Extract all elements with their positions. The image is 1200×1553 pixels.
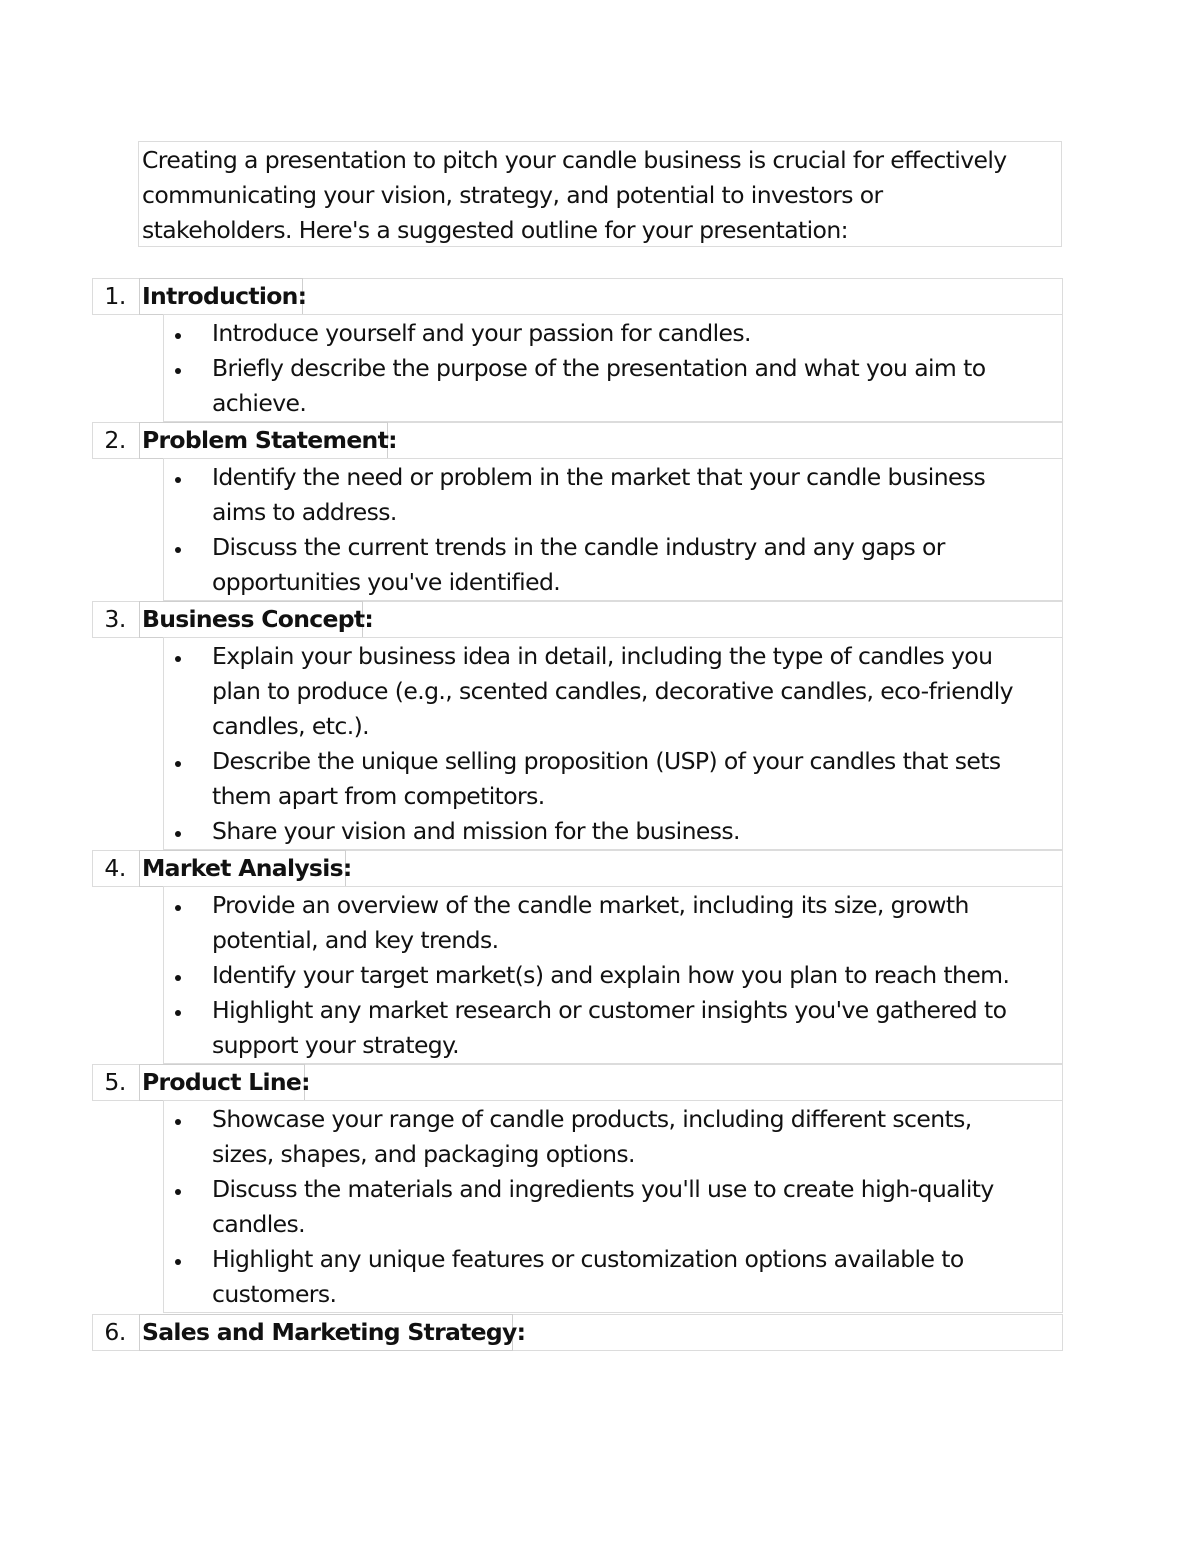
section-title: Market Analysis: xyxy=(142,854,352,882)
bullet-icon xyxy=(175,477,181,483)
bullet-icon xyxy=(175,1189,181,1195)
bullet-icon xyxy=(175,761,181,767)
bullet-icon xyxy=(175,975,181,981)
bullet-icon xyxy=(175,831,181,837)
bullet-text: Explain your business idea in detail, including the type of candles you xyxy=(212,642,993,670)
bullet-icon xyxy=(175,656,181,662)
intro-line: Creating a presentation to pitch your candle business is crucial for effectively xyxy=(142,146,1007,174)
bullet-text: candles. xyxy=(212,1210,306,1238)
bullet-text: sizes, shapes, and packaging options. xyxy=(212,1140,635,1168)
section-number: 5. xyxy=(104,1068,126,1096)
intro-line: communicating your vision, strategy, and potential to investors or xyxy=(142,181,883,209)
bullet-text: them apart from competitors. xyxy=(212,782,545,810)
section-title: Business Concept: xyxy=(142,605,374,633)
bullet-icon xyxy=(175,1119,181,1125)
bullet-text: aims to address. xyxy=(212,498,397,526)
bullet-text: Identify the need or problem in the market that your candle business xyxy=(212,463,986,491)
bullet-text: customers. xyxy=(212,1280,337,1308)
bullet-text: Describe the unique selling proposition (USP) of your candles that sets xyxy=(212,747,1001,775)
bullet-text: plan to produce (e.g., scented candles, decorative candles, eco-friendly xyxy=(212,677,1013,705)
section-number: 1. xyxy=(104,282,126,310)
bullet-text: candles, etc.). xyxy=(212,712,370,740)
bullet-text: achieve. xyxy=(212,389,307,417)
bullet-text: potential, and key trends. xyxy=(212,926,499,954)
bullet-text: Discuss the materials and ingredients you'll use to create high-quality xyxy=(212,1175,994,1203)
bullet-text: support your strategy. xyxy=(212,1031,459,1059)
bullet-icon xyxy=(175,547,181,553)
bullet-text: Identify your target market(s) and explain how you plan to reach them. xyxy=(212,961,1010,989)
section-title: Product Line: xyxy=(142,1068,310,1096)
bullet-text: Provide an overview of the candle market, including its size, growth xyxy=(212,891,969,919)
bullet-text: Discuss the current trends in the candle industry and any gaps or xyxy=(212,533,945,561)
bullet-icon xyxy=(175,368,181,374)
section-title: Introduction: xyxy=(142,282,307,310)
section-title: Sales and Marketing Strategy: xyxy=(142,1318,526,1346)
section-number: 2. xyxy=(104,426,126,454)
bullet-text: Highlight any unique features or customization options available to xyxy=(212,1245,964,1273)
section-title: Problem Statement: xyxy=(142,426,397,454)
bullet-icon xyxy=(175,333,181,339)
bullet-icon xyxy=(175,1010,181,1016)
intro-line: stakeholders. Here's a suggested outline for your presentation: xyxy=(142,216,848,244)
bullet-text: opportunities you've identified. xyxy=(212,568,561,596)
bullet-icon xyxy=(175,1259,181,1265)
bullet-text: Showcase your range of candle products, including different scents, xyxy=(212,1105,972,1133)
bullet-text: Highlight any market research or customer insights you've gathered to xyxy=(212,996,1007,1024)
section-number: 6. xyxy=(104,1318,126,1346)
bullet-icon xyxy=(175,905,181,911)
bullet-text: Introduce yourself and your passion for candles. xyxy=(212,319,751,347)
section-number: 3. xyxy=(104,605,126,633)
section-number: 4. xyxy=(104,854,126,882)
bullet-text: Briefly describe the purpose of the presentation and what you aim to xyxy=(212,354,986,382)
bullet-text: Share your vision and mission for the business. xyxy=(212,817,740,845)
